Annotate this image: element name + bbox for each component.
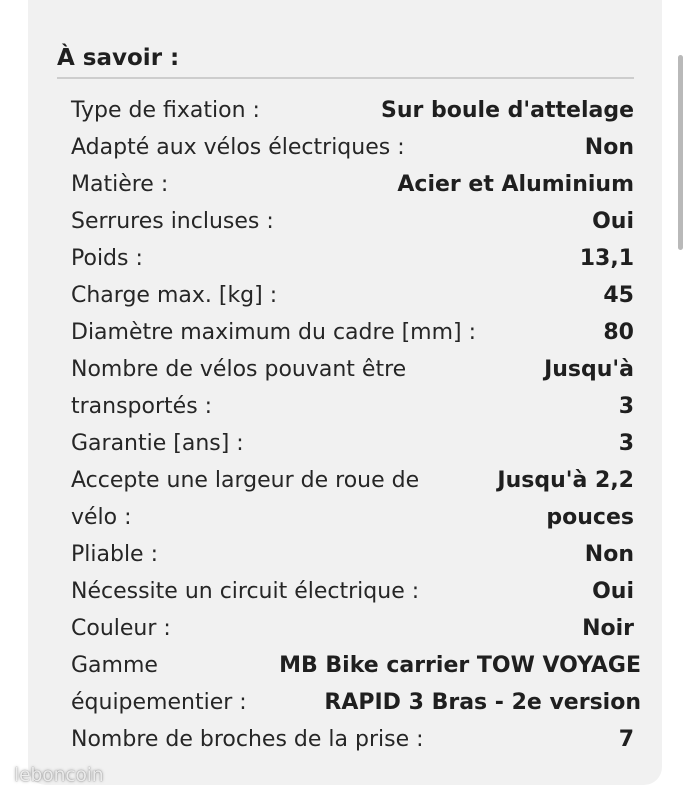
- leboncoin-watermark: leboncoin: [14, 764, 104, 786]
- spec-row-largeur-roue: [71, 462, 634, 536]
- section-divider: [57, 77, 634, 79]
- spec-value: Non: [584, 542, 634, 567]
- spec-row-charge-max: [71, 277, 634, 314]
- spec-value: MB Bike carrier TOW VOYAGE RAPID 3 Bras - 2e version: [279, 653, 641, 715]
- spec-label: Adapté aux vélos électriques :: [71, 135, 405, 160]
- spec-value: Non: [584, 135, 634, 160]
- spec-label: Accepte une largeur de roue de vélo :: [71, 468, 420, 530]
- spec-row-couleur: [71, 610, 634, 647]
- spec-label: Pliable :: [71, 542, 158, 567]
- spec-value: Noir: [582, 616, 634, 641]
- spec-label: Serrures incluses :: [71, 209, 274, 234]
- spec-row-garantie: [71, 425, 634, 462]
- spec-label: Type de fixation :: [71, 98, 260, 123]
- spec-row-broches: [71, 721, 634, 758]
- spec-label: Gamme équipementier :: [71, 653, 247, 715]
- spec-row-poids: [71, 240, 634, 277]
- spec-label: Couleur :: [71, 616, 171, 641]
- spec-label: Poids :: [71, 246, 143, 271]
- spec-row-serrures: [71, 203, 634, 240]
- spec-label: Nécessite un circuit électrique :: [71, 579, 420, 604]
- spec-value: 3: [618, 431, 634, 456]
- spec-row-pliable: [71, 536, 634, 573]
- spec-label: Diamètre maximum du cadre [mm] :: [71, 320, 477, 345]
- spec-value: Jusqu'à 3: [544, 357, 634, 419]
- spec-value: 80: [603, 320, 634, 345]
- spec-row-circuit-electrique: [71, 573, 634, 610]
- section-title: À savoir :: [57, 45, 180, 71]
- spec-label: Nombre de broches de la prise :: [71, 727, 424, 752]
- spec-label: Charge max. [kg] :: [71, 283, 278, 308]
- spec-value: Oui: [592, 209, 634, 234]
- spec-value: Sur boule d'attelage: [381, 98, 634, 123]
- spec-label: Garantie [ans] :: [71, 431, 244, 456]
- spec-label: Matière :: [71, 172, 169, 197]
- spec-row-gamme: [71, 647, 641, 721]
- spec-value: Jusqu'à 2,2 pouces: [497, 468, 634, 530]
- spec-row-nombre-velos: [71, 351, 634, 425]
- spec-value: 13,1: [579, 246, 634, 271]
- spec-row-diametre-cadre: [71, 314, 634, 351]
- spec-row-matiere: [71, 166, 634, 203]
- spec-value: Oui: [592, 579, 634, 604]
- scrollbar-thumb[interactable]: [678, 55, 683, 250]
- spec-value: 7: [618, 727, 634, 752]
- spec-label: Nombre de vélos pouvant être transportés :: [71, 357, 407, 419]
- spec-row-type-de-fixation: [71, 92, 634, 129]
- spec-row-velos-electriques: [71, 129, 634, 166]
- specs-list: [71, 92, 641, 758]
- spec-value: Acier et Aluminium: [397, 172, 634, 197]
- spec-value: 45: [603, 283, 634, 308]
